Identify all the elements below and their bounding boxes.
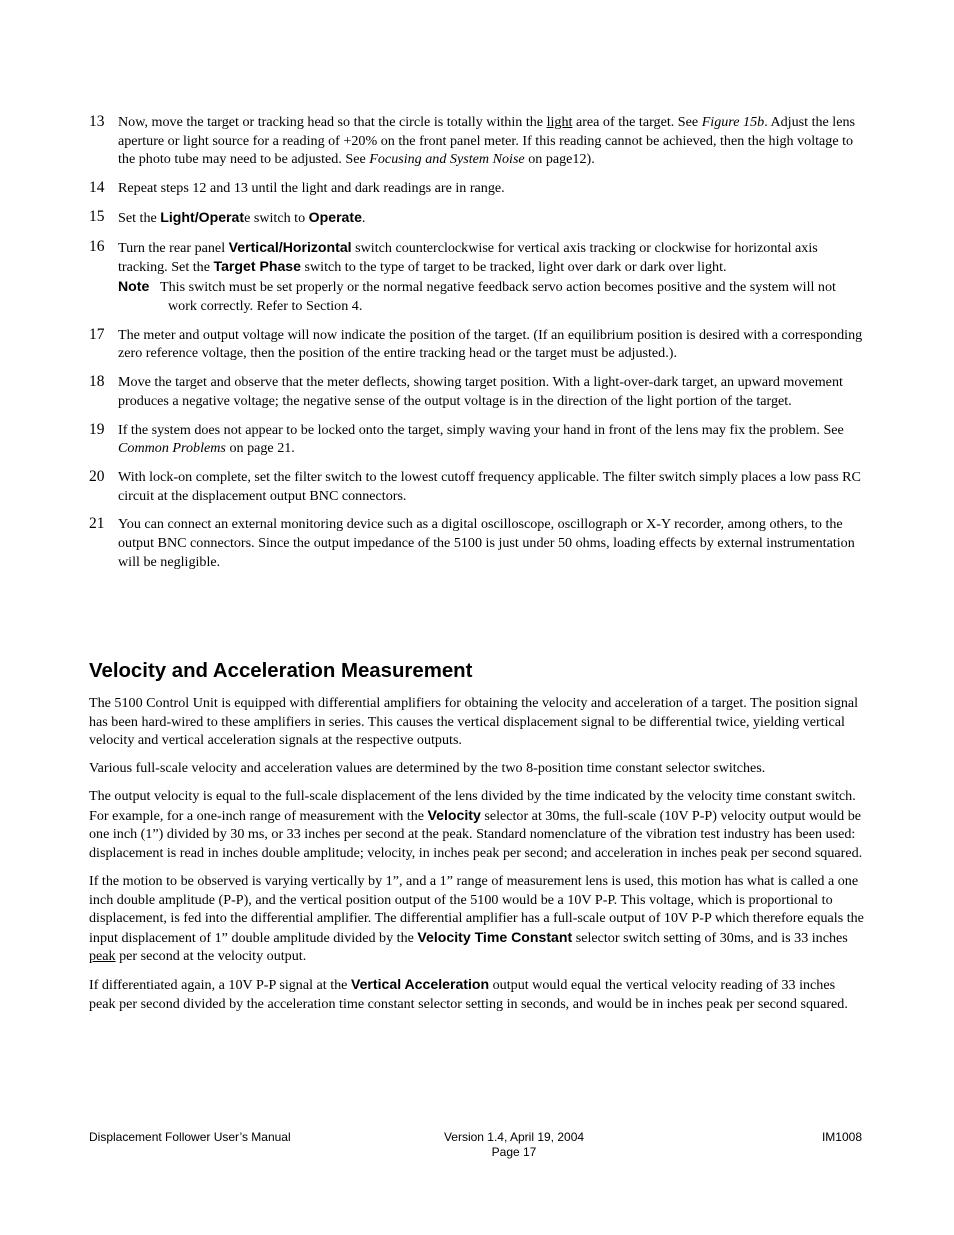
figure-reference: Figure 15b bbox=[701, 114, 765, 130]
step-text: Repeat steps 12 and 13 until the light and dark readings are in range. bbox=[118, 180, 505, 197]
paragraph: The output velocity is equal to the full-scale displacement of the lens divided by the time indicated by the velocity time constant switch. For example, for a one-inch range of measurement with the Velocity selector at 30ms, the full-scale (10V P-P) velocity output would be one inch (1”) divided by 30 ms, or 33 inches per second at the peak. Standard nomenclature of the vibration test industry has been used: displacement is read in inches double amplitude; velocity, in inches peak per second; and acceleration in inches peak per second squared. bbox=[89, 788, 863, 861]
step-number: 17 bbox=[89, 325, 105, 343]
step-number: 16 bbox=[89, 237, 105, 255]
paragraph: If differentiated again, a 10V P-P signal at the Vertical Acceleration output would equal the vertical velocity reading of 33 inches peak per second divided by the acceleration time constant selector setting in seconds, and would be in inches peak per second squared. bbox=[89, 976, 848, 1012]
control-name: Light/Operat bbox=[160, 208, 245, 225]
footer-document-id: IM1008 bbox=[821, 1130, 862, 1144]
paragraph: The 5100 Control Unit is equipped with differential amplifiers for obtaining the velocity and acceleration of a target. The position signal has been hard-wired to these amplifiers in series. This causes the vertical displacement signal to be differential twice, yielding vertical velocity and vertical acceleration signals at the respective outputs. bbox=[89, 695, 859, 749]
step-17 bbox=[89, 326, 867, 363]
step-18 bbox=[89, 373, 867, 410]
control-name: Operate bbox=[308, 208, 362, 225]
control-name: Vertical/Horizontal bbox=[228, 238, 352, 255]
footer-version: Version 1.4, April 19, 2004 bbox=[443, 1130, 585, 1144]
section-reference: Focusing and System Noise bbox=[369, 151, 525, 168]
step-text: You can connect an external monitoring device such as a digital oscilloscope, oscillograph or X-Y recorder, among others, to the output BNC connectors. Since the output impedance of the 5100 is just under 50 ohms, loading effects by external instrumentation will be negligible. bbox=[118, 516, 855, 570]
step-number: 21 bbox=[89, 515, 105, 533]
footer-manual-title: Displacement Follower User’s Manual bbox=[89, 1130, 291, 1144]
paragraph: Various full-scale velocity and acceleration values are determined by the two 8-position time constant selector switches. bbox=[89, 760, 766, 777]
step-text: Turn the rear panel Vertical/Horizontal switch counterclockwise for vertical axis tracking or clockwise for horizontal axis tracking. Set the Target Phase switch to the type of target to be tracked, light over dark or dark over light. bbox=[118, 238, 818, 276]
step-text: The meter and output voltage will now indicate the position of the target. (If an equilibrium position is desired with a corresponding zero reference voltage, then the position of the entire tracking head or the target must be adjusted.). bbox=[118, 326, 863, 362]
control-name: Velocity bbox=[427, 806, 481, 823]
step-15 bbox=[89, 208, 867, 228]
step-number: 18 bbox=[89, 373, 105, 391]
note bbox=[118, 277, 867, 315]
step-text: Now, move the target or tracking head so that the circle is totally within the light area of the target. See Figure 15b. Adjust the lens aperture or light source for a reading of +20% on the front panel meter. If this reading cannot be achieved, then the high voltage to the photo tube may need to be adjusted. See Focusing and System Noise on page12). bbox=[118, 114, 856, 168]
note-label: Note bbox=[118, 278, 150, 295]
velocity-acceleration-section bbox=[89, 658, 865, 1023]
section-heading: Velocity and Acceleration Measurement bbox=[89, 660, 473, 682]
step-number: 13 bbox=[89, 113, 105, 130]
step-text: With lock-on complete, set the filter switch to the lowest cutoff frequency applicable. The filter switch simply places a low pass RC circuit at the displacement output BNC connectors. bbox=[118, 468, 861, 504]
step-text: Set the Light/Operate switch to Operate. bbox=[118, 208, 366, 226]
note-text: This switch must be set properly or the normal negative feedback servo action becomes positive and the system will not work correctly. Refer to Section 4. bbox=[160, 279, 836, 314]
step-13 bbox=[89, 113, 867, 169]
step-number: 14 bbox=[89, 179, 105, 197]
step-text: Move the target and observe that the meter deflects, showing target position. With a light-over-dark target, an upward movement produces a negative voltage; the negative sense of the output voltage is in the direction of the light portion of the target. bbox=[118, 374, 843, 409]
section-reference: Common Problems bbox=[118, 440, 226, 457]
paragraph: If the motion to be observed is varying vertically by 1”, and a 1” range of measurement lens is used, this motion has what is called a one inch double amplitude (P-P), and the vertical position output of the 5100 would be a 10V P-P. This voltage, which is proportional to displacement, is fed into the differential amplifier. The differential amplifier has a full-scale output of 10V P-P which therefore equals the input displacement of 1” double amplitude divided by the Velocity Time Constant selector switch setting of 30ms, and is 33 inches peak per second at the velocity output. bbox=[89, 872, 864, 965]
step-number: 20 bbox=[89, 467, 105, 485]
procedure-steps bbox=[89, 113, 867, 582]
footer-page-number: Page 17 bbox=[491, 1145, 537, 1159]
control-name: Target Phase bbox=[213, 258, 301, 275]
step-number: 15 bbox=[89, 207, 105, 225]
control-name: Vertical Acceleration bbox=[350, 976, 490, 993]
step-number: 19 bbox=[89, 420, 105, 438]
footer-version-page bbox=[439, 1130, 589, 1160]
step-19 bbox=[89, 421, 867, 458]
step-21 bbox=[89, 515, 867, 571]
step-14 bbox=[89, 179, 867, 198]
step-16 bbox=[89, 238, 867, 315]
step-text: If the system does not appear to be locked onto the target, simply waving your hand in front of the lens may fix the problem. See Common Problems on page 21. bbox=[118, 421, 844, 457]
control-name: Velocity Time Constant bbox=[417, 928, 573, 945]
step-20 bbox=[89, 468, 867, 505]
